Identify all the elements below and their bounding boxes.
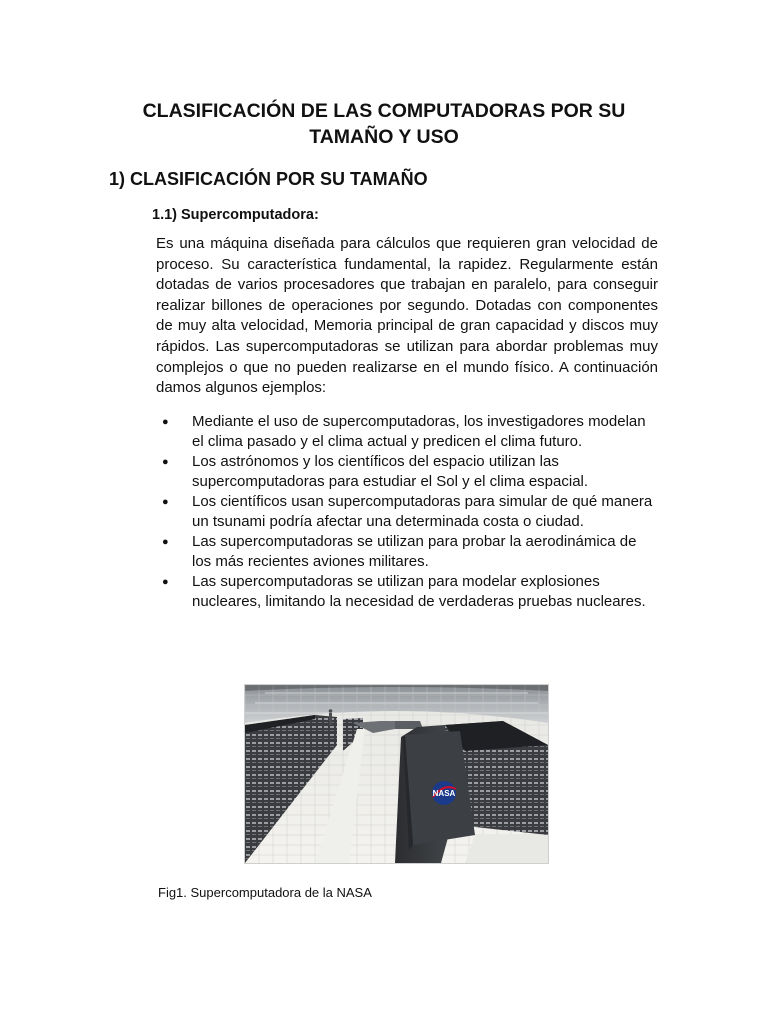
list-item-text: Mediante el uso de supercomputadoras, los investigadores modelan el clima pasado y el clima actual y predicen el clima futuro. [192,413,646,450]
list-item [156,492,656,532]
list-item-text: Las supercomputadoras se utilizan para modelar explosiones nucleares, limitando la necesidad de verdaderas pruebas nucleares. [192,573,646,610]
list-item-text: Los científicos usan supercomputadoras para simular de qué manera un tsunami podría afectar una determinada costa o ciudad. [192,493,653,530]
list-item [156,412,656,452]
supercomputer-room-image [245,685,548,863]
bullet-icon: ● [162,536,169,548]
nasa-logo-text: NASA [432,789,456,798]
bullet-icon: ● [162,456,169,468]
figure-caption: Fig1. Supercomputadora de la NASA [158,885,372,900]
list-item [156,572,656,612]
body-paragraph: Es una máquina diseñada para cálculos que requieren gran velocidad de proceso. Su característica fundamental, la rapidez. Regularmente están dotadas de varios procesadores que trabajan en paralelo, para conseguir realizar billones de operaciones por segundo. Dotadas con componentes de muy alta velocidad, Memoria principal de gran capacidad y discos muy rápidos. Las supercomputadoras se utilizan para abordar problemas muy complejos o que no pueden realizarse en el mundo físico. A continuación damos algunos ejemplos: [156,235,658,397]
list-item-text: Las supercomputadoras se utilizan para probar la aerodinámica de los más recientes aviones militares. [192,533,637,570]
list-item [156,532,656,572]
supercomputer-photo [244,684,549,864]
list-item [156,452,656,492]
bullet-icon: ● [162,416,169,428]
examples-list [156,412,656,612]
subsection-heading: 1.1) Supercomputadora: [152,207,319,223]
bullet-icon: ● [162,576,169,588]
document-title: CLASIFICACIÓN DE LAS COMPUTADORAS POR SU TAMAÑO Y USO [142,100,626,148]
list-item-text: Los astrónomos y los científicos del espacio utilizan las supercomputadoras para estudiar el Sol y el clima espacial. [192,453,589,490]
bullet-icon: ● [162,496,169,508]
section-heading: 1) CLASIFICACIÓN POR SU TAMAÑO [109,169,428,189]
